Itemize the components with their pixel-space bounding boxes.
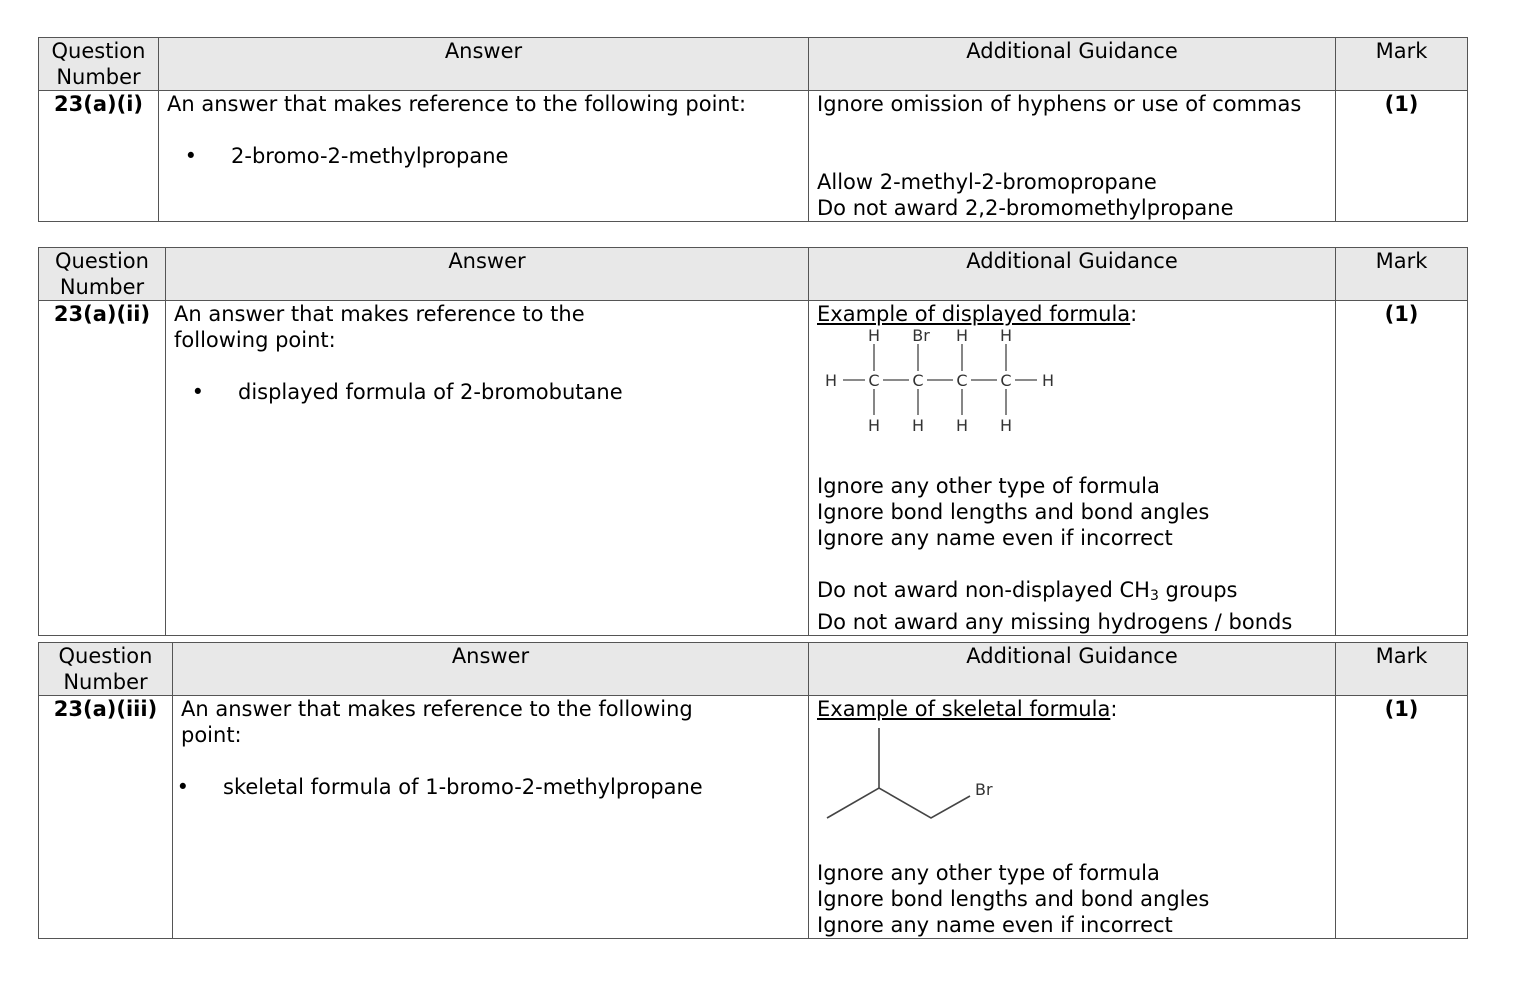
answer-bullet-item xyxy=(159,774,800,800)
answer-intro: An answer that makes reference to the xyxy=(174,302,585,326)
guidance-cell xyxy=(809,301,1336,636)
answer-header: Answer xyxy=(159,38,809,91)
atom-h: H xyxy=(911,416,925,435)
header-row xyxy=(39,643,1468,696)
displayed-formula-diagram xyxy=(817,327,1067,447)
atom-h: H xyxy=(999,327,1013,345)
mark-value: (1) xyxy=(1336,91,1468,222)
answer-header: Answer xyxy=(173,643,809,696)
atom-h: H xyxy=(867,416,881,435)
guidance-line: Do not award 2,2-bromomethylpropane xyxy=(817,196,1234,220)
bullet-icon: • xyxy=(191,380,204,404)
guidance-cell xyxy=(809,696,1336,939)
atom-h: H xyxy=(955,327,969,345)
guidance-line: Ignore any name even if incorrect xyxy=(817,526,1173,550)
answer-cell xyxy=(166,301,809,636)
subscript: 3 xyxy=(1149,588,1159,604)
atom-h: H xyxy=(955,416,969,435)
answer-intro: An answer that makes reference to the following xyxy=(181,697,693,721)
question-number: 23(a)(iii) xyxy=(39,696,173,939)
header-row xyxy=(39,248,1468,301)
guidance-line: Ignore any other type of formula xyxy=(817,861,1160,885)
guidance-heading-line: Example of displayed formula: xyxy=(817,302,1138,326)
guidance-cell xyxy=(809,91,1336,222)
question-number: 23(a)(ii) xyxy=(39,301,166,636)
atom-h: H xyxy=(867,327,881,345)
answer-bullet-item xyxy=(174,379,800,405)
answer-row xyxy=(39,301,1468,636)
header-row xyxy=(39,38,1468,91)
guidance-line: Allow 2-methyl-2-bromopropane xyxy=(817,170,1157,194)
guidance-line: Do not award non-displayed $CH_3$ groups xyxy=(817,578,1238,604)
guidance-line: Ignore omission of hyphens or use of commas xyxy=(817,92,1302,116)
answer-bullet: 2-bromo-2-methylpropane xyxy=(231,144,509,168)
atom-h: H xyxy=(824,371,838,390)
atom-h: H xyxy=(999,416,1013,435)
atom-br: Br xyxy=(975,780,993,799)
mark-header: Mark xyxy=(1336,248,1468,301)
atom-c: C xyxy=(868,371,880,390)
mark-value: (1) xyxy=(1336,696,1468,939)
guidance-line: Ignore any name even if incorrect xyxy=(817,913,1173,937)
answer-intro: point: xyxy=(181,723,242,747)
bullet-icon: • xyxy=(184,144,197,168)
markscheme-table-2 xyxy=(38,247,1468,636)
skeletal-formula-diagram xyxy=(817,722,1067,844)
mark-value: (1) xyxy=(1336,301,1468,636)
guidance-heading-line: Example of skeletal formula: xyxy=(817,697,1118,721)
answer-bullet: skeletal formula of 1-bromo-2-methylpropane xyxy=(223,775,703,799)
markscheme-table-1 xyxy=(38,37,1468,222)
answer-bullet-item xyxy=(167,143,800,169)
atom-br: Br xyxy=(912,327,930,345)
atom-h: H xyxy=(1041,371,1055,390)
guidance-header: Additional Guidance xyxy=(809,38,1336,91)
question-number-header: Question Number xyxy=(39,248,166,301)
atom-c: C xyxy=(956,371,968,390)
guidance-line: Do not award any missing hydrogens / bonds xyxy=(817,610,1293,634)
mark-header: Mark xyxy=(1336,38,1468,91)
mark-header: Mark xyxy=(1336,643,1468,696)
question-number-header: Question Number xyxy=(39,643,173,696)
question-number-header: Question Number xyxy=(39,38,159,91)
guidance-line: Ignore bond lengths and bond angles xyxy=(817,500,1210,524)
markscheme-table-3 xyxy=(38,642,1468,939)
answer-bullet: displayed formula of 2-bromobutane xyxy=(238,380,623,404)
answer-header: Answer xyxy=(166,248,809,301)
guidance-line: Ignore bond lengths and bond angles xyxy=(817,887,1210,911)
guidance-header: Additional Guidance xyxy=(809,643,1336,696)
question-number: 23(a)(i) xyxy=(39,91,159,222)
guidance-heading: Example of skeletal formula xyxy=(817,697,1111,721)
answer-row xyxy=(39,696,1468,939)
atom-c: C xyxy=(912,371,924,390)
answer-intro: following point: xyxy=(174,328,336,352)
answer-cell xyxy=(159,91,809,222)
answer-cell xyxy=(173,696,809,939)
answer-intro: An answer that makes reference to the following point: xyxy=(167,92,747,116)
answer-row xyxy=(39,91,1468,222)
guidance-header: Additional Guidance xyxy=(809,248,1336,301)
guidance-heading: Example of displayed formula xyxy=(817,302,1131,326)
bullet-icon: • xyxy=(176,775,189,799)
atom-c: C xyxy=(1000,371,1012,390)
guidance-line: Ignore any other type of formula xyxy=(817,474,1160,498)
